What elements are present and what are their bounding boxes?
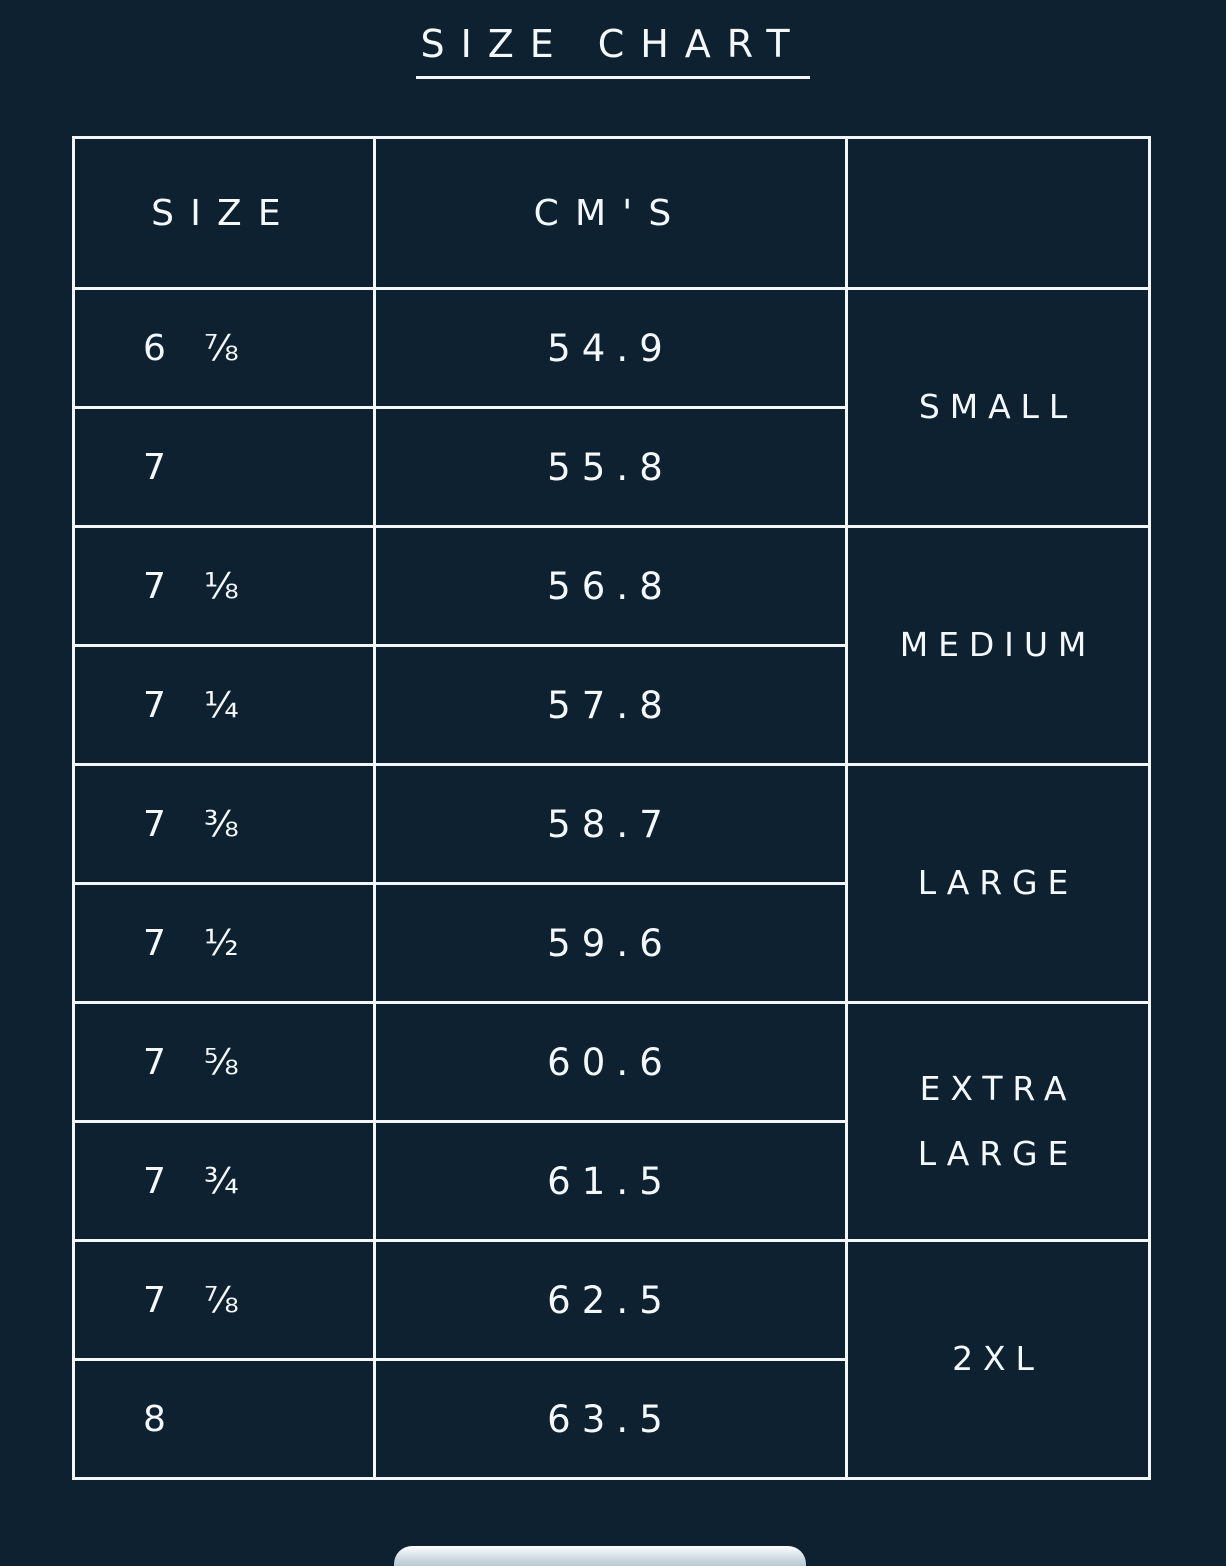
- header-group-cell: [847, 138, 1150, 289]
- header-cm-cell: CM'S: [375, 138, 847, 289]
- cm-cell: 56.8: [375, 527, 847, 646]
- cm-cell: 55.8: [375, 408, 847, 527]
- group-cell-small: SMALL: [847, 289, 1150, 527]
- bottom-button-partial[interactable]: [394, 1546, 806, 1566]
- cm-cell: 61.5: [375, 1122, 847, 1241]
- table-row: [74, 1241, 1150, 1360]
- header-size-cell: SIZE: [74, 138, 375, 289]
- size-cell: 7 ⅝: [74, 1003, 375, 1122]
- group-cell-extra-large: EXTRA LARGE: [847, 1003, 1150, 1241]
- size-cell: 7: [74, 408, 375, 527]
- size-chart-table: [72, 136, 1151, 1480]
- page-title-wrap: [0, 22, 1226, 79]
- table-row: [74, 289, 1150, 408]
- cm-cell: 63.5: [375, 1360, 847, 1479]
- group-cell-medium: MEDIUM: [847, 527, 1150, 765]
- size-cell: 7 ⅞: [74, 1241, 375, 1360]
- group-cell-2xl: 2XL: [847, 1241, 1150, 1479]
- table-row: [74, 765, 1150, 884]
- table-row: [74, 527, 1150, 646]
- page-title: SIZE CHART: [416, 22, 809, 79]
- size-cell: 6 ⅞: [74, 289, 375, 408]
- cm-cell: 58.7: [375, 765, 847, 884]
- group-cell-large: LARGE: [847, 765, 1150, 1003]
- size-cell: 7 ¼: [74, 646, 375, 765]
- cm-cell: 54.9: [375, 289, 847, 408]
- cm-cell: 59.6: [375, 884, 847, 1003]
- size-cell: 7 ¾: [74, 1122, 375, 1241]
- table-header-row: [74, 138, 1150, 289]
- size-cell: 7 ½: [74, 884, 375, 1003]
- size-cell: 8: [74, 1360, 375, 1479]
- cm-cell: 60.6: [375, 1003, 847, 1122]
- size-cell: 7 ⅛: [74, 527, 375, 646]
- cm-cell: 57.8: [375, 646, 847, 765]
- table-row: [74, 1003, 1150, 1122]
- size-cell: 7 ⅜: [74, 765, 375, 884]
- cm-cell: 62.5: [375, 1241, 847, 1360]
